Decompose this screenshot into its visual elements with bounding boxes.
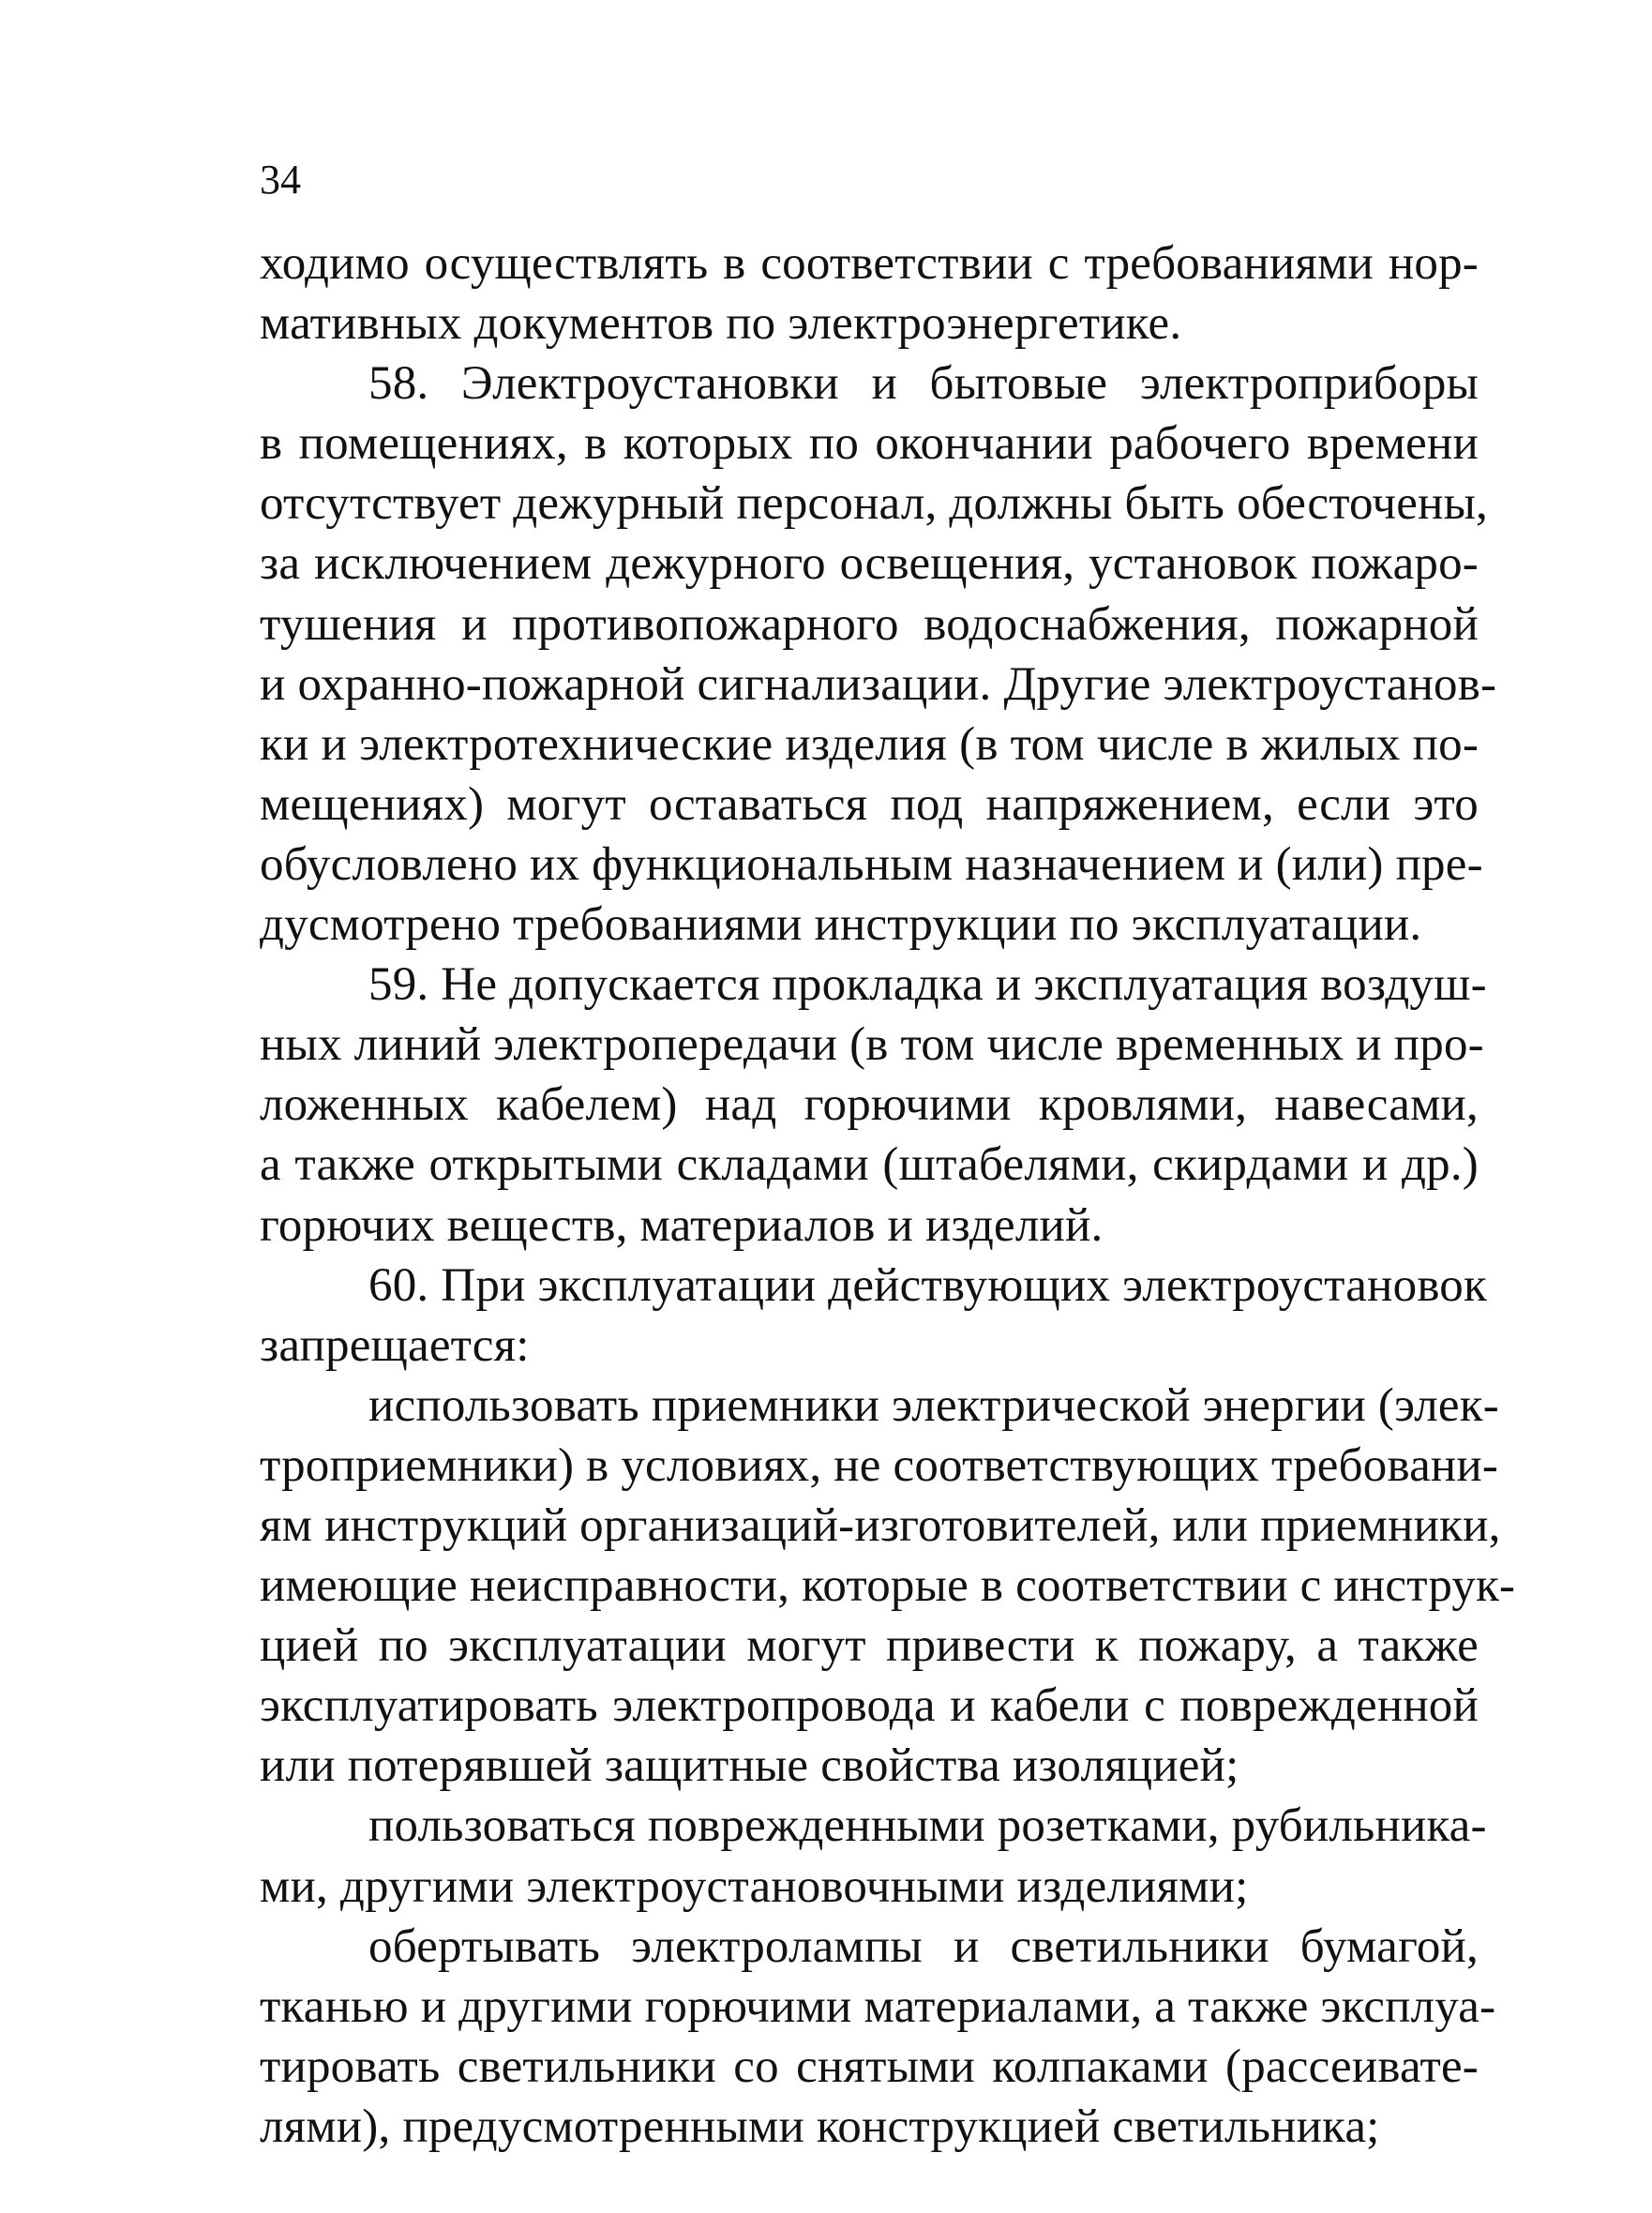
text-line: тканью и другими горючими материалами, а также эксплуа- (260, 1980, 1496, 2033)
text-line: обусловлено их функциональным назначением и (или) пре- (260, 837, 1483, 891)
text-line: дусмотрено требованиями инструкции по эксплуатации. (260, 898, 1422, 952)
text-line: ки и электротехнические изделия (в том числе в жилых по- (260, 717, 1479, 771)
text-line: ям инструкций организаций-изготовителей, или приемники, (260, 1498, 1501, 1552)
text-line: тировать светильники со снятыми колпаками (рассеивате- (260, 2040, 1479, 2093)
paragraph-p60a (260, 1376, 1516, 1797)
text-line: эксплуатировать электропровода и кабели с поврежденной (260, 1679, 1479, 1733)
text-line: а также открытыми складами (штабелями, скирдами и др.) (260, 1138, 1479, 1192)
paragraph-p0 (260, 233, 1479, 354)
text-line: 60. При эксплуатации действующих электроустановок (368, 1258, 1487, 1312)
text-line: ми, другими электроустановочными изделиями; (260, 1859, 1249, 1913)
text-line: 59. Не допускается прокладка и эксплуатация воздуш- (368, 958, 1487, 1012)
text-line: обертывать электролампы и светильники бумагой, (368, 1919, 1479, 1973)
paragraph-p59 (260, 955, 1487, 1255)
text-line: в помещениях, в которых по окончании рабочего времени (260, 417, 1479, 471)
page-number: 34 (260, 157, 301, 203)
body-text (260, 233, 1516, 2157)
text-line: имеющие неисправности, которые в соответствии с инструк- (260, 1559, 1516, 1613)
paragraph-p60 (260, 1256, 1487, 1376)
text-line: троприемники) в условиях, не соответствующих требовани- (260, 1438, 1499, 1492)
text-line: ных линий электропередачи (в том числе временных и про- (260, 1018, 1484, 1072)
text-line: и охранно-пожарной сигнализации. Другие электроустанов- (260, 657, 1497, 711)
text-line: ложенных кабелем) над горючими кровлями, навесами, (260, 1078, 1479, 1132)
text-line: 58. Электроустановки и бытовые электроприборы (368, 357, 1479, 411)
text-line: мативных документов по электроэнергетике. (260, 297, 1182, 351)
text-line: или потерявшей защитные свойства изоляцией; (260, 1739, 1239, 1793)
text-line: за исключением дежурного освещения, установок пожаро- (260, 537, 1479, 591)
text-line: отсутствует дежурный персонал, должны быть обесточены, (260, 477, 1488, 531)
text-line: лями), предусмотренными конструкцией светильника; (260, 2100, 1380, 2153)
text-line: запрещается: (260, 1318, 530, 1372)
text-line: горючих веществ, материалов и изделий. (260, 1198, 1104, 1252)
paragraph-p58 (260, 354, 1497, 955)
paragraph-p60b (260, 1796, 1487, 1916)
text-line: пользоваться поврежденными розетками, рубильника- (368, 1799, 1487, 1853)
text-line: тушения и противопожарного водоснабжения, пожарной (260, 597, 1479, 651)
text-line: ходимо осуществлять в соответствии с требованиями нор- (260, 237, 1479, 290)
text-line: мещениях) могут оставаться под напряжением, если это (260, 777, 1479, 831)
text-line: цией по эксплуатации могут привести к пожару, а также (260, 1619, 1479, 1673)
text-line: использовать приемники электрической энергии (элек- (368, 1378, 1499, 1432)
paragraph-p60c (260, 1917, 1496, 2157)
